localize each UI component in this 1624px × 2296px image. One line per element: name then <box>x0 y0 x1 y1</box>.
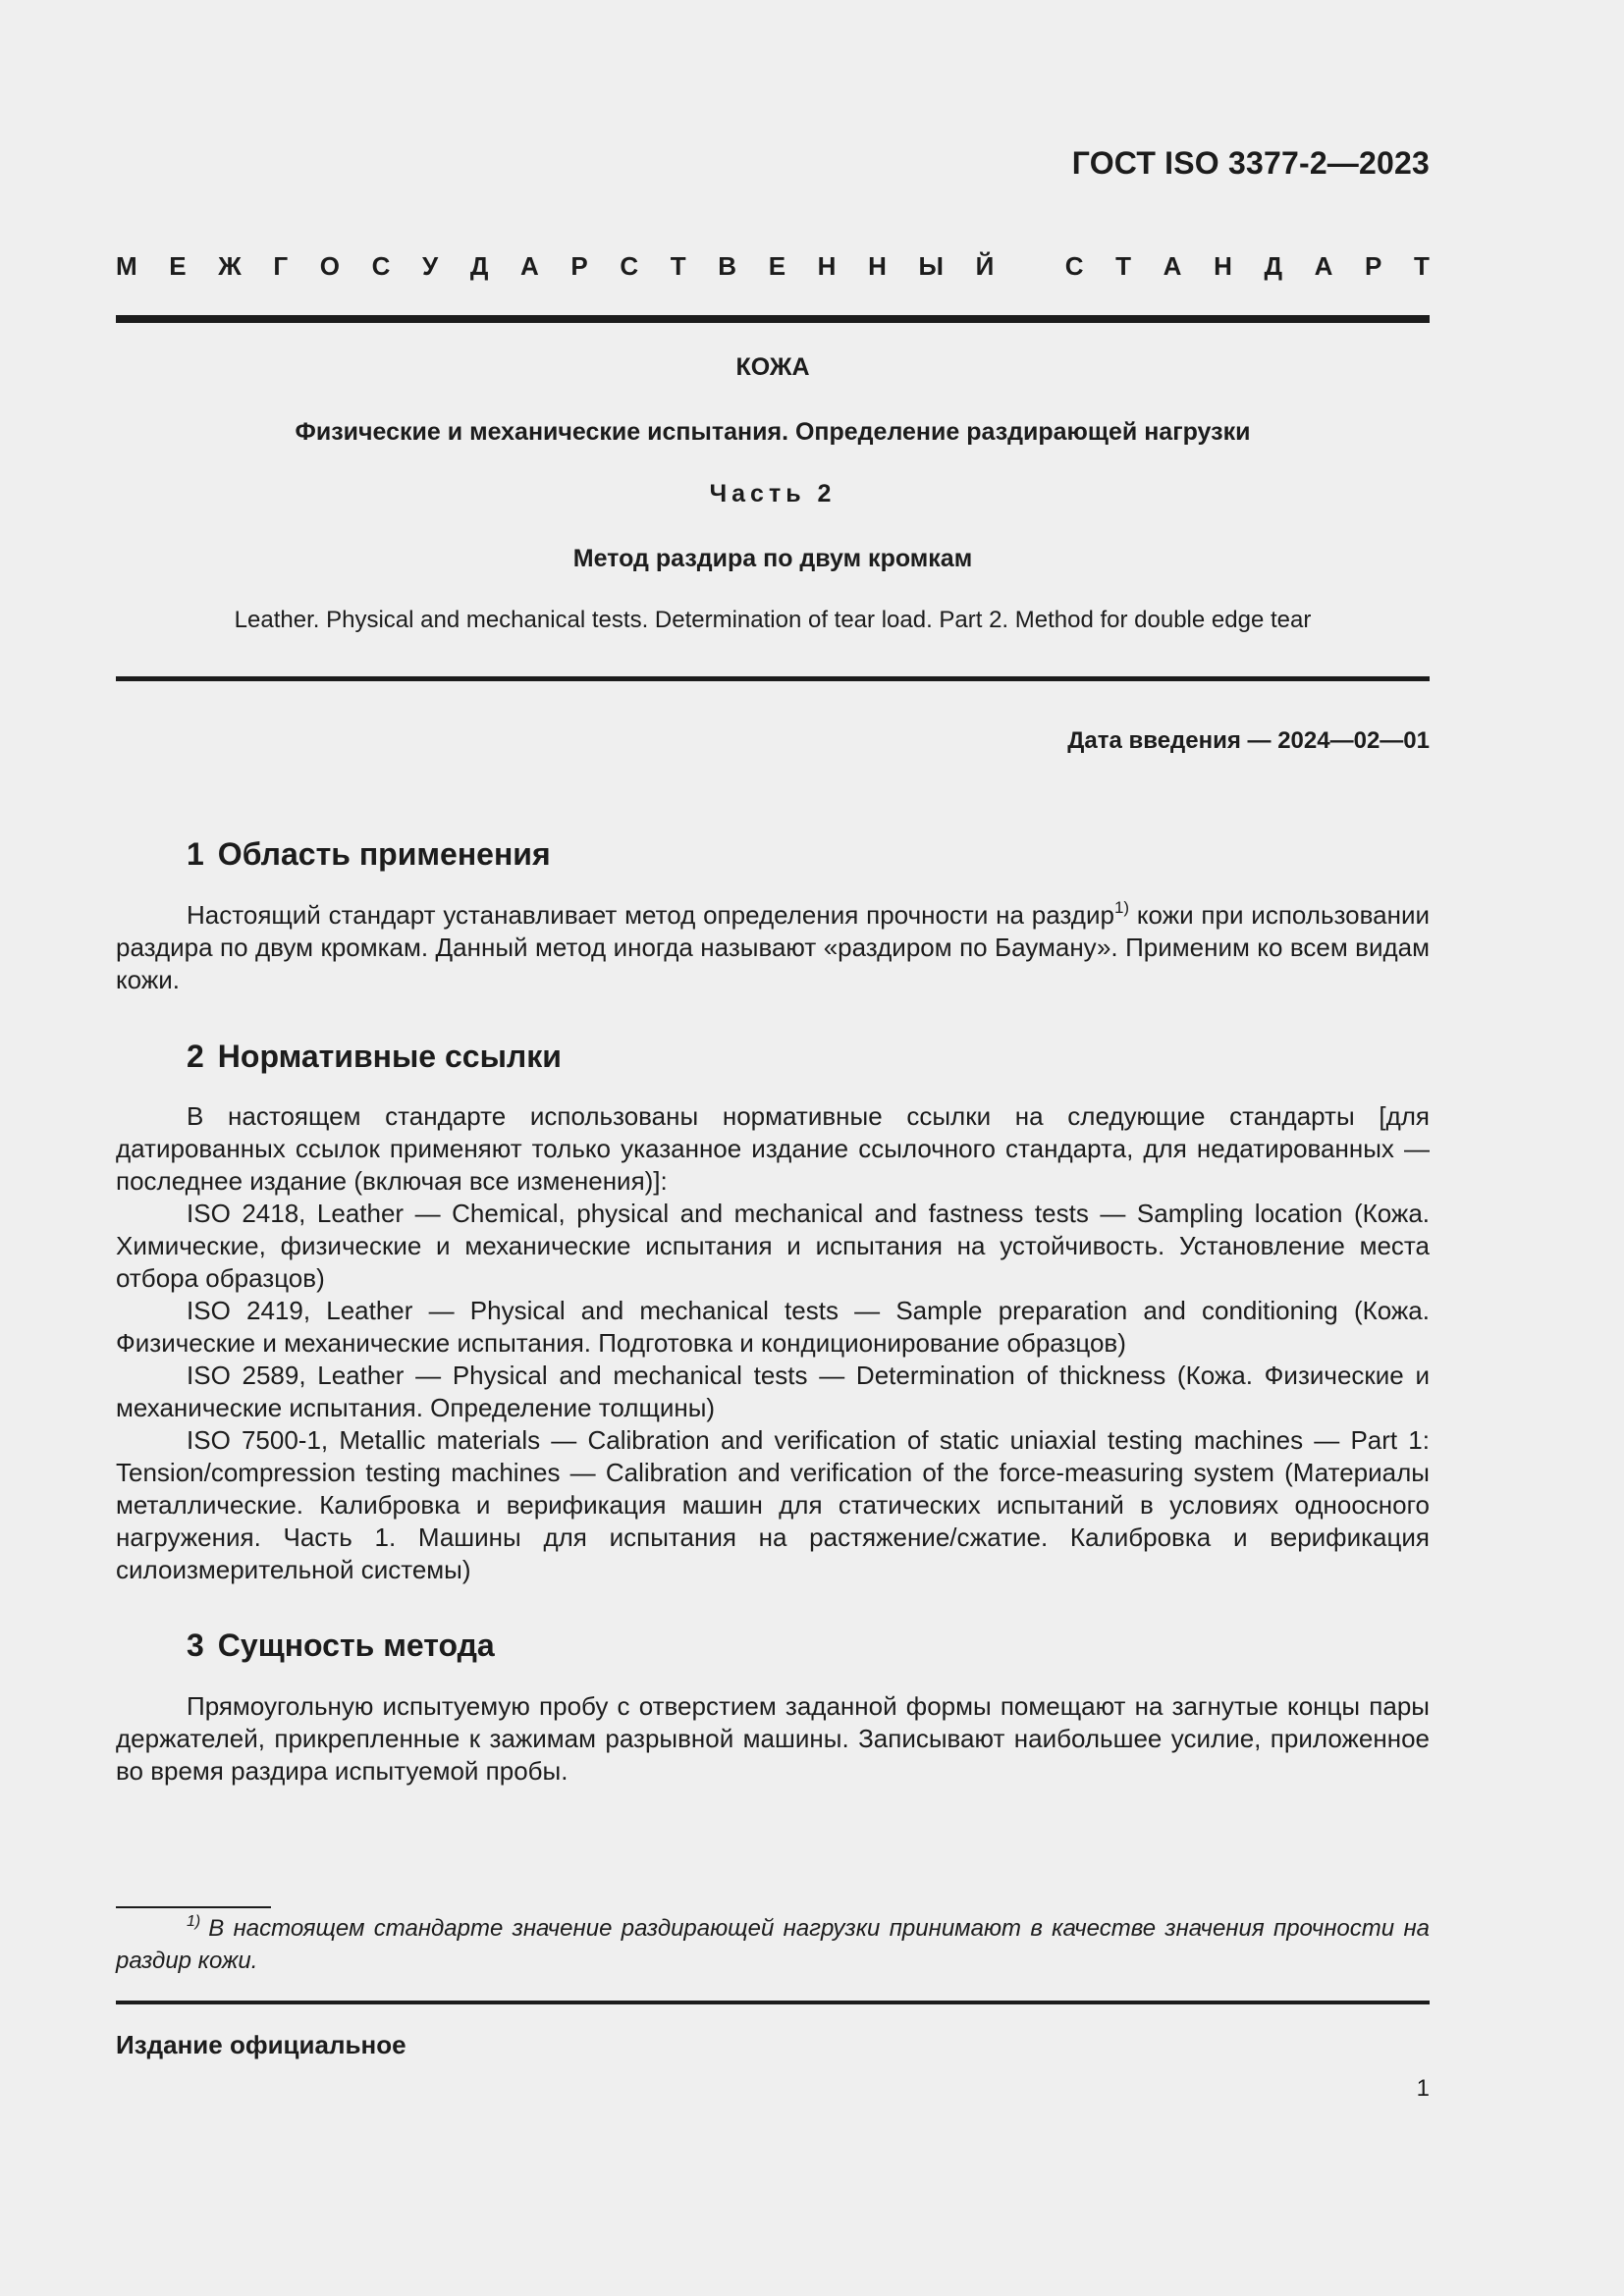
banner-letter: Й <box>975 251 995 281</box>
footnote-marker: 1) <box>187 1913 201 1930</box>
footnote <box>116 1912 1430 1977</box>
banner-letter: Г <box>273 251 289 281</box>
banner-letter: А <box>1314 251 1333 281</box>
interstate-standard-banner <box>116 251 1430 282</box>
section-body-scope <box>116 899 1430 996</box>
title-method: Метод раздира по двум кромкам <box>572 545 973 572</box>
title-rule <box>116 676 1430 681</box>
section-title: Сущность метода <box>217 1628 495 1663</box>
banner-letter: Н <box>1214 251 1232 281</box>
document-number: ГОСТ ISO 3377-2—2023 <box>1071 145 1430 181</box>
banner-letter: В <box>718 251 737 281</box>
header-rule <box>116 315 1430 323</box>
reference-entry: ISO 7500-1, Metallic materials — Calibration and verification of static uniaxial testing machines — Part 1: Tension/compression testing machines — Calibration and verification of the force-measuring system (Материалы металлические. Калибровка и верификация машин для статических испытаний в условиях одноосного нагружения. Часть 1. Машины для испытания на растяжение/сжатие. Калибровка и верификация силоизмерительной системы) <box>116 1425 1430 1584</box>
banner-letter: Т <box>1115 251 1132 281</box>
section-heading-normative-references <box>187 1039 562 1075</box>
banner-letter: Е <box>169 251 187 281</box>
paragraph: Прямоугольную испытуемую пробу с отверстием заданной формы помещают на загнутые концы пары держателей, прикрепленные к зажимам разрывной машины. Записывают наибольшее усилие, приложенное во время раздира испытуемой пробы. <box>116 1691 1430 1786</box>
title-english: Leather. Physical and mechanical tests. Determination of tear load. Part 2. Method for double edge tear <box>234 607 1312 633</box>
banner-letter: Ж <box>218 251 242 281</box>
banner-letter: У <box>422 251 439 281</box>
reference-entry: ISO 2418, Leather — Chemical, physical and mechanical and fastness tests — Sampling location (Кожа. Химические, физические и механические испытания и испытания на устойчивость. Установление места отбора образцов) <box>116 1199 1430 1293</box>
section-title: Область применения <box>217 836 551 872</box>
document-page <box>116 0 1430 2296</box>
paragraph <box>116 899 1430 996</box>
banner-letter: С <box>371 251 391 281</box>
title-part: Часть 2 <box>709 480 837 507</box>
banner-letter: А <box>520 251 539 281</box>
banner-letter: М <box>116 251 137 281</box>
section-body-normative-references <box>116 1100 1430 1586</box>
paragraph-text: кожи при использовании раздира по двум кромкам. Данный метод иногда называют «раздиром по Бауману». Применим ко всем видам кожи. <box>116 900 1430 994</box>
banner-letter: Р <box>1365 251 1382 281</box>
banner-letter: Д <box>469 251 489 281</box>
page-number: 1 <box>1416 2075 1430 2102</box>
official-edition-label: Издание официальное <box>116 2030 406 2059</box>
introduction-date: Дата введения — 2024—02—01 <box>1067 727 1430 754</box>
reference-entry: ISO 2419, Leather — Physical and mechanical tests — Sample preparation and conditioning (Кожа. Физические и механические испытания. Подготовка и кондиционирование образцов) <box>116 1296 1430 1358</box>
banner-letter: Е <box>768 251 786 281</box>
section-heading-method-essence <box>187 1628 495 1664</box>
banner-letter: Д <box>1264 251 1283 281</box>
section-body-method-essence <box>116 1690 1430 1788</box>
paragraph-text: Настоящий стандарт устанавливает метод определения прочности на раздир <box>187 900 1114 930</box>
reference-entry: ISO 2589, Leather — Physical and mechanical tests — Determination of thickness (Кожа. Физические и механические испытания. Определение толщины) <box>116 1361 1430 1422</box>
banner-letter: О <box>319 251 340 281</box>
banner-letter: Т <box>1414 251 1430 281</box>
banner-letter: Т <box>670 251 686 281</box>
footnote-separator <box>116 1906 271 1908</box>
section-number: 3 <box>187 1628 204 1663</box>
footer-rule <box>116 2001 1430 2004</box>
section-number: 2 <box>187 1039 204 1074</box>
paragraph: В настоящем стандарте использованы нормативные ссылки на следующие стандарты [для датированных ссылок применяют только указанное издание ссылочного стандарта, для недатированных — последнее издание (включая все изменения)]: <box>116 1101 1430 1196</box>
banner-letter: С <box>620 251 639 281</box>
footnote-reference[interactable]: 1) <box>1113 898 1130 917</box>
title-main: КОЖА <box>735 353 810 381</box>
section-number: 1 <box>187 836 204 872</box>
section-title: Нормативные ссылки <box>217 1039 562 1074</box>
banner-letter: А <box>1163 251 1182 281</box>
banner-letter: Р <box>570 251 588 281</box>
banner-letter: Н <box>868 251 887 281</box>
title-subtitle: Физические и механические испытания. Определение раздирающей нагрузки <box>295 418 1251 446</box>
banner-gap <box>1026 251 1033 282</box>
banner-letter: С <box>1064 251 1084 281</box>
section-heading-scope <box>187 836 551 873</box>
banner-letter: Ы <box>918 251 944 281</box>
footnote-text: В настоящем стандарте значение раздирающей нагрузки принимают в качестве значения прочности на раздир кожи. <box>116 1915 1430 1974</box>
banner-letter: Н <box>817 251 837 281</box>
